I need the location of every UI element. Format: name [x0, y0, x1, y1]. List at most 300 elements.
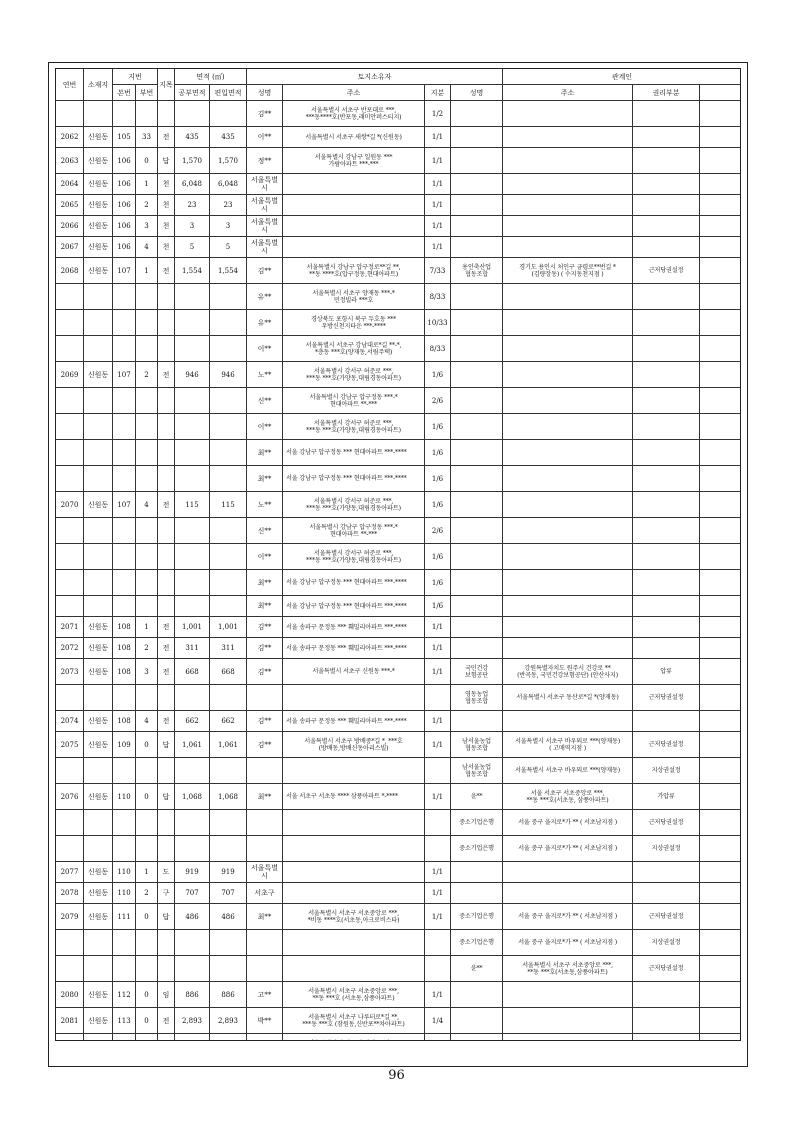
- share-cell: 1/6: [425, 362, 451, 388]
- owner-address-cell: 서울특별시 서초구 나루터로*길 **, ***동 ***호 (잠원동,신반포**차아파트): [283, 1008, 425, 1034]
- stake-address-cell: [503, 544, 633, 570]
- table-row: [56, 127, 742, 148]
- table-row: [56, 836, 742, 862]
- share-cell: [425, 956, 451, 982]
- owner-address-cell: [283, 862, 425, 883]
- owner-name-cell: 김**: [247, 659, 283, 685]
- stake-address-cell: [503, 518, 633, 544]
- stake-address-cell: [503, 362, 633, 388]
- main-no-cell: 110: [113, 883, 136, 904]
- included-area-cell: [210, 596, 247, 617]
- stake-address-cell: 서울 중구 을지로*가 ** ( 서초남지점 ): [503, 904, 633, 930]
- official-area-cell: [175, 836, 210, 862]
- sub-no-cell: 1: [136, 174, 158, 195]
- category-cell: 천: [158, 174, 175, 195]
- right-type-cell: 압류: [633, 659, 700, 685]
- main-no-cell: [113, 956, 136, 982]
- stake-address-cell: [503, 492, 633, 518]
- owner-address-cell: 서울특별시 강서구 허준로 ***, ***동 ***호(가양동,대림경동아파트): [283, 492, 425, 518]
- sub-no-cell: [136, 388, 158, 414]
- location-cell: [84, 310, 113, 336]
- stake-name-cell: 윤**: [451, 956, 503, 982]
- share-cell: [425, 810, 451, 836]
- serial-cell: [56, 101, 84, 127]
- table-row: [56, 758, 742, 784]
- owner-address-cell: 서울특별시 서초구 신원동 ***-*: [283, 659, 425, 685]
- remarks-cell: [700, 440, 742, 466]
- table-row: [56, 732, 742, 758]
- share-cell: 1/1: [425, 127, 451, 148]
- main-no-cell: [113, 310, 136, 336]
- category-cell: [158, 388, 175, 414]
- owner-name-cell: 서울특별시: [247, 237, 283, 258]
- stake-address-cell: [503, 638, 633, 659]
- remarks-cell: [700, 310, 742, 336]
- stake-name-cell: 중소기업은행: [451, 836, 503, 862]
- official-area-cell: [175, 518, 210, 544]
- header-owner-name: 성명: [247, 85, 283, 101]
- stake-name-cell: [451, 1008, 503, 1034]
- share-cell: 1/6: [425, 570, 451, 596]
- table-row: [56, 466, 742, 492]
- owner-address-cell: 서울 강남구 압구정동 *** 현대아파트 ***-****: [283, 570, 425, 596]
- stake-address-cell: [503, 617, 633, 638]
- owner-address-cell: [283, 930, 425, 956]
- main-no-cell: 108: [113, 711, 136, 732]
- serial-cell: [56, 310, 84, 336]
- main-no-cell: [113, 810, 136, 836]
- official-area-cell: [175, 336, 210, 362]
- included-area-cell: 23: [210, 195, 247, 216]
- right-type-cell: [633, 466, 700, 492]
- table-row: [56, 362, 742, 388]
- remarks-cell: [700, 216, 742, 237]
- official-area-cell: [175, 101, 210, 127]
- sub-no-cell: 4: [136, 237, 158, 258]
- sub-no-cell: [136, 836, 158, 862]
- remarks-cell: [700, 336, 742, 362]
- official-area-cell: 5: [175, 237, 210, 258]
- included-area-cell: 115: [210, 492, 247, 518]
- share-cell: 1/1: [425, 148, 451, 174]
- share-cell: 1/1: [425, 195, 451, 216]
- owner-address-cell: [283, 195, 425, 216]
- right-type-cell: 근저당권설정: [633, 732, 700, 758]
- stake-name-cell: 윤**: [451, 784, 503, 810]
- sub-no-cell: 0: [136, 1008, 158, 1034]
- location-cell: 신원동: [84, 638, 113, 659]
- owner-name-cell: [247, 930, 283, 956]
- serial-cell: [56, 685, 84, 711]
- owner-name-cell: 신**: [247, 388, 283, 414]
- official-area-cell: 6,048: [175, 174, 210, 195]
- right-type-cell: [633, 638, 700, 659]
- owner-address-cell: 서울 송파구 문정동 *** 훼밀리아파트 ***-****: [283, 617, 425, 638]
- right-type-cell: [633, 862, 700, 883]
- included-area-cell: 919: [210, 862, 247, 883]
- header-category: 지목: [158, 69, 175, 101]
- included-area-cell: [210, 336, 247, 362]
- table-row: [56, 216, 742, 237]
- serial-cell: [56, 336, 84, 362]
- location-cell: 신원동: [84, 904, 113, 930]
- table-row: [56, 956, 742, 982]
- right-type-cell: [633, 195, 700, 216]
- included-area-cell: 707: [210, 883, 247, 904]
- stake-name-cell: [451, 388, 503, 414]
- share-cell: 1/2: [425, 101, 451, 127]
- main-no-cell: 110: [113, 784, 136, 810]
- serial-cell: [56, 544, 84, 570]
- location-cell: 신원동: [84, 1008, 113, 1034]
- remarks-cell: [700, 930, 742, 956]
- included-area-cell: [210, 685, 247, 711]
- share-cell: 8/33: [425, 284, 451, 310]
- right-type-cell: [633, 1034, 700, 1042]
- stake-name-cell: [451, 596, 503, 617]
- category-cell: 전: [158, 638, 175, 659]
- location-cell: 신원동: [84, 127, 113, 148]
- owner-name-cell: 김**: [247, 732, 283, 758]
- header-area: 면적 (㎡): [175, 69, 247, 85]
- serial-cell: 2063: [56, 148, 84, 174]
- stake-name-cell: [451, 310, 503, 336]
- official-area-cell: [175, 596, 210, 617]
- share-cell: [425, 930, 451, 956]
- owner-name-cell: 서초구: [247, 883, 283, 904]
- owner-name-cell: 유**: [247, 284, 283, 310]
- sub-no-cell: 0: [136, 904, 158, 930]
- table-row: [56, 904, 742, 930]
- share-cell: [425, 685, 451, 711]
- serial-cell: 2076: [56, 784, 84, 810]
- official-area-cell: 1,570: [175, 148, 210, 174]
- stake-name-cell: [451, 414, 503, 440]
- main-no-cell: 111: [113, 904, 136, 930]
- stake-name-cell: [451, 518, 503, 544]
- owner-name-cell: 이**: [247, 336, 283, 362]
- sub-no-cell: 0: [136, 982, 158, 1008]
- serial-cell: [56, 836, 84, 862]
- owner-address-cell: 서울특별시 강남구 압구정동 ***-* 현대아파트 **-***: [283, 518, 425, 544]
- official-area-cell: [175, 956, 210, 982]
- owner-address-cell: 서울 송파구 문정동 *** 훼밀리아파트 ***-****: [283, 711, 425, 732]
- location-cell: 신원동: [84, 216, 113, 237]
- location-cell: [84, 466, 113, 492]
- sub-no-cell: [136, 596, 158, 617]
- stake-address-cell: [503, 982, 633, 1008]
- included-area-cell: [210, 758, 247, 784]
- stake-address-cell: [503, 127, 633, 148]
- location-cell: [84, 336, 113, 362]
- serial-cell: [56, 466, 84, 492]
- share-cell: [425, 1034, 451, 1042]
- serial-cell: 2081: [56, 1008, 84, 1034]
- share-cell: 2/6: [425, 388, 451, 414]
- owner-address-cell: 서울특별시 강서구 허준로 ***, ***동 ***호(가양동,대림경동아파트): [283, 362, 425, 388]
- location-cell: [84, 518, 113, 544]
- stake-name-cell: [451, 617, 503, 638]
- remarks-cell: [700, 784, 742, 810]
- location-cell: 신원동: [84, 862, 113, 883]
- included-area-cell: [210, 1034, 247, 1042]
- right-type-cell: [633, 492, 700, 518]
- table-row: [56, 570, 742, 596]
- right-type-cell: [633, 883, 700, 904]
- main-no-cell: [113, 388, 136, 414]
- sub-no-cell: 4: [136, 711, 158, 732]
- table-row: [56, 492, 742, 518]
- owner-address-cell: [283, 237, 425, 258]
- table-row: [56, 310, 742, 336]
- category-cell: 구: [158, 883, 175, 904]
- owner-address-cell: [283, 883, 425, 904]
- category-cell: [158, 758, 175, 784]
- stake-address-cell: [503, 1008, 633, 1034]
- official-area-cell: [175, 466, 210, 492]
- right-type-cell: [633, 127, 700, 148]
- remarks-cell: [700, 195, 742, 216]
- included-area-cell: [210, 388, 247, 414]
- included-area-cell: [210, 544, 247, 570]
- included-area-cell: 1,061: [210, 732, 247, 758]
- category-cell: [158, 440, 175, 466]
- right-type-cell: [633, 148, 700, 174]
- category-cell: [158, 466, 175, 492]
- remarks-cell: [700, 982, 742, 1008]
- right-type-cell: 지상권설정: [633, 836, 700, 862]
- included-area-cell: 1,570: [210, 148, 247, 174]
- header-stake-group: 관계인: [503, 69, 742, 85]
- remarks-cell: [700, 904, 742, 930]
- category-cell: 전: [158, 492, 175, 518]
- official-area-cell: [175, 388, 210, 414]
- table-row: [56, 784, 742, 810]
- owner-name-cell: [247, 1034, 283, 1042]
- page-number: 96: [388, 1068, 405, 1083]
- included-area-cell: [210, 518, 247, 544]
- share-cell: [425, 758, 451, 784]
- header-owner-address: 주소: [283, 85, 425, 101]
- owner-name-cell: 유**: [247, 310, 283, 336]
- right-type-cell: [633, 596, 700, 617]
- location-cell: 신원동: [84, 711, 113, 732]
- owner-name-cell: 최**: [247, 784, 283, 810]
- table-row: [56, 284, 742, 310]
- owner-name-cell: [247, 758, 283, 784]
- official-area-cell: 1,001: [175, 617, 210, 638]
- stake-address-cell: 경기도 용인시 처인구 금령로**번길 * (김량장동) ( 수지동천지점 ): [503, 258, 633, 284]
- sub-no-cell: [136, 336, 158, 362]
- owner-address-cell: [283, 956, 425, 982]
- official-area-cell: 662: [175, 711, 210, 732]
- owner-address-cell: 경상북도 포항시 북구 두호동 *** 우방신천지타운 ***-****: [283, 310, 425, 336]
- owner-address-cell: 서울특별시 강서구 허준로 ***, ***동 ***호(가양동,대림경동아파트): [283, 544, 425, 570]
- stake-name-cell: [451, 237, 503, 258]
- right-type-cell: [633, 544, 700, 570]
- location-cell: [84, 544, 113, 570]
- sub-no-cell: [136, 810, 158, 836]
- stake-address-cell: 서울 서초구 서초중앙로 ***, **동 ***호(서초동, 삼풍아파트): [503, 784, 633, 810]
- owner-name-cell: [247, 810, 283, 836]
- stake-address-cell: [503, 174, 633, 195]
- sub-no-cell: 1: [136, 617, 158, 638]
- official-area-cell: [175, 310, 210, 336]
- header-official-area: 공부면적: [175, 85, 210, 101]
- remarks-cell: [700, 414, 742, 440]
- stake-name-cell: [451, 982, 503, 1008]
- included-area-cell: 5: [210, 237, 247, 258]
- official-area-cell: 919: [175, 862, 210, 883]
- official-area-cell: [175, 544, 210, 570]
- share-cell: 1/6: [425, 414, 451, 440]
- share-cell: 2/6: [425, 518, 451, 544]
- official-area-cell: 486: [175, 904, 210, 930]
- sub-no-cell: 3: [136, 659, 158, 685]
- stake-name-cell: 중소기업은행: [451, 810, 503, 836]
- included-area-cell: [210, 101, 247, 127]
- owner-name-cell: 김**: [247, 617, 283, 638]
- included-area-cell: 946: [210, 362, 247, 388]
- category-cell: 천: [158, 237, 175, 258]
- share-cell: 1/1: [425, 617, 451, 638]
- serial-cell: [56, 810, 84, 836]
- stake-name-cell: [451, 883, 503, 904]
- official-area-cell: [175, 685, 210, 711]
- remarks-cell: [700, 237, 742, 258]
- serial-cell: 2080: [56, 982, 84, 1008]
- sub-no-cell: [136, 685, 158, 711]
- serial-cell: 2077: [56, 862, 84, 883]
- right-type-cell: 근저당권설정: [633, 904, 700, 930]
- owner-name-cell: 이**: [247, 544, 283, 570]
- official-area-cell: 2,893: [175, 1008, 210, 1034]
- sub-no-cell: [136, 101, 158, 127]
- main-no-cell: 107: [113, 492, 136, 518]
- included-area-cell: 486: [210, 904, 247, 930]
- owner-address-cell: 서울특별시 서초구 강남대로*길 **-*, *층동 ***호(양재동,서림주택): [283, 336, 425, 362]
- right-type-cell: [633, 982, 700, 1008]
- remarks-cell: [700, 362, 742, 388]
- right-type-cell: 가압류: [633, 784, 700, 810]
- sub-no-cell: [136, 570, 158, 596]
- location-cell: 신원동: [84, 659, 113, 685]
- location-cell: [84, 570, 113, 596]
- category-cell: [158, 930, 175, 956]
- serial-cell: [56, 596, 84, 617]
- serial-cell: [56, 1034, 84, 1042]
- serial-cell: [56, 284, 84, 310]
- share-cell: 1/6: [425, 544, 451, 570]
- stake-address-cell: [503, 466, 633, 492]
- sub-no-cell: [136, 414, 158, 440]
- location-cell: [84, 284, 113, 310]
- main-no-cell: [113, 596, 136, 617]
- share-cell: 7/33: [425, 258, 451, 284]
- stake-name-cell: [451, 440, 503, 466]
- stake-address-cell: [503, 284, 633, 310]
- remarks-cell: [700, 570, 742, 596]
- location-cell: 신원동: [84, 492, 113, 518]
- table-row: [56, 711, 742, 732]
- stake-address-cell: 서울특별시 서초구 동산로*길 *(양재동): [503, 685, 633, 711]
- right-type-cell: [633, 174, 700, 195]
- category-cell: [158, 836, 175, 862]
- location-cell: [84, 101, 113, 127]
- serial-cell: [56, 414, 84, 440]
- right-type-cell: 근저당권설정: [633, 956, 700, 982]
- owner-address-cell: [283, 758, 425, 784]
- category-cell: 답: [158, 904, 175, 930]
- owner-name-cell: [247, 956, 283, 982]
- share-cell: 1/1: [425, 659, 451, 685]
- stake-address-cell: [503, 216, 633, 237]
- owner-name-cell: 이**: [247, 414, 283, 440]
- share-cell: 1/6: [425, 440, 451, 466]
- header-main-no: 본번: [113, 85, 136, 101]
- stake-name-cell: [451, 862, 503, 883]
- official-area-cell: 23: [175, 195, 210, 216]
- stake-name-cell: 용인축산업 협동조합: [451, 258, 503, 284]
- included-area-cell: [210, 414, 247, 440]
- serial-cell: 2071: [56, 617, 84, 638]
- remarks-cell: [700, 284, 742, 310]
- category-cell: 전: [158, 711, 175, 732]
- official-area-cell: [175, 284, 210, 310]
- remarks-cell: [700, 883, 742, 904]
- main-no-cell: 106: [113, 195, 136, 216]
- category-cell: 임: [158, 982, 175, 1008]
- serial-cell: 2074: [56, 711, 84, 732]
- stake-name-cell: [451, 174, 503, 195]
- header-included-area: 편입면적: [210, 85, 247, 101]
- official-area-cell: 707: [175, 883, 210, 904]
- serial-cell: [56, 440, 84, 466]
- stake-name-cell: [451, 101, 503, 127]
- official-area-cell: 311: [175, 638, 210, 659]
- table-row: [56, 544, 742, 570]
- owner-name-cell: 이**: [247, 127, 283, 148]
- main-no-cell: 106: [113, 216, 136, 237]
- location-cell: 신원동: [84, 195, 113, 216]
- owner-address-cell: [283, 1034, 425, 1042]
- owner-name-cell: 최**: [247, 440, 283, 466]
- owner-address-cell: [283, 810, 425, 836]
- main-no-cell: [113, 570, 136, 596]
- remarks-cell: [700, 518, 742, 544]
- header-stake-address: 주소: [503, 85, 633, 101]
- included-area-cell: [210, 284, 247, 310]
- owner-name-cell: 노**: [247, 492, 283, 518]
- table-row: [56, 258, 742, 284]
- category-cell: 도: [158, 862, 175, 883]
- official-area-cell: 1,554: [175, 258, 210, 284]
- main-no-cell: 107: [113, 362, 136, 388]
- sub-no-cell: [136, 310, 158, 336]
- table-row: [56, 685, 742, 711]
- right-type-cell: 근저당권설정: [633, 685, 700, 711]
- share-cell: 1/1: [425, 732, 451, 758]
- right-type-cell: 근저당권설정: [633, 810, 700, 836]
- main-no-cell: [113, 101, 136, 127]
- serial-cell: 2067: [56, 237, 84, 258]
- share-cell: 1/1: [425, 862, 451, 883]
- main-no-cell: [113, 758, 136, 784]
- sub-no-cell: 0: [136, 784, 158, 810]
- category-cell: 전: [158, 127, 175, 148]
- sub-no-cell: [136, 518, 158, 544]
- official-area-cell: [175, 758, 210, 784]
